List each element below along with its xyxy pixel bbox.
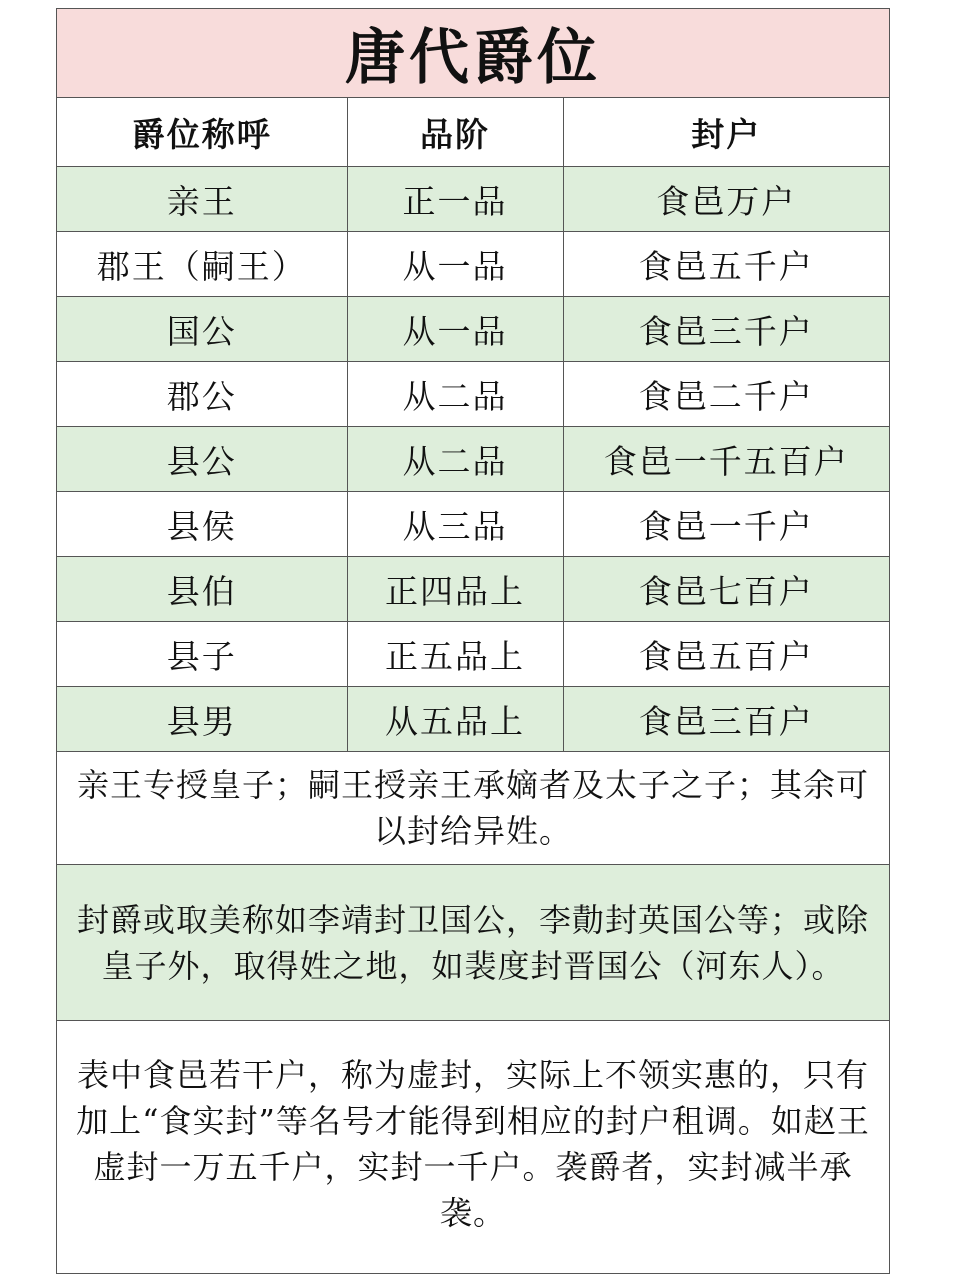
note-text: 封爵或取美称如李靖封卫国公，李勣封英国公等；或除皇子外，取得姓之地，如裴度封晋国公（河东人）。 <box>76 900 869 985</box>
table-row <box>57 427 889 492</box>
table-row <box>57 167 889 232</box>
table-row <box>57 362 889 427</box>
table-row <box>57 232 889 297</box>
cell-title: 亲王 <box>57 167 347 232</box>
cell-title: 县公 <box>57 427 347 492</box>
cell-rank: 从三品 <box>347 492 563 557</box>
table-row <box>57 557 889 622</box>
cell-title: 郡公 <box>57 362 347 427</box>
cell-fief: 食邑七百户 <box>563 557 889 622</box>
cell-title: 县子 <box>57 622 347 687</box>
cell-rank: 从二品 <box>347 362 563 427</box>
cell-title: 县男 <box>57 687 347 752</box>
cell-rank: 从二品 <box>347 427 563 492</box>
note-prince-grants <box>57 752 889 864</box>
cell-rank: 正四品上 <box>347 557 563 622</box>
cell-fief: 食邑三百户 <box>563 687 889 752</box>
cell-fief: 食邑五百户 <box>563 622 889 687</box>
nobility-sheet <box>56 8 890 1274</box>
page-title: 唐代爵位 <box>57 9 889 98</box>
table-row <box>57 687 889 752</box>
cell-fief: 食邑万户 <box>563 167 889 232</box>
cell-fief: 食邑一千户 <box>563 492 889 557</box>
note-text: 亲王专授皇子；嗣王授亲王承嫡者及太子之子；其余可以封给异姓。 <box>76 766 869 850</box>
note-title-naming <box>57 864 889 1020</box>
cell-fief: 食邑三千户 <box>563 297 889 362</box>
cell-rank: 从一品 <box>347 297 563 362</box>
note-text: 表中食邑若干户，称为虚封，实际上不领实惠的，只有加上“食实封”等名号才能得到相应的封户租调。如赵王虚封一万五千户，实封一千户。袭爵者，实封减半承袭。 <box>76 1056 870 1232</box>
cell-rank: 从五品上 <box>347 687 563 752</box>
header-title-name: 爵位称呼 <box>57 98 347 167</box>
note-fief-households <box>57 1020 889 1267</box>
table-header-row <box>57 98 889 167</box>
cell-rank: 正五品上 <box>347 622 563 687</box>
nobility-table <box>57 98 889 752</box>
cell-fief: 食邑二千户 <box>563 362 889 427</box>
cell-rank: 正一品 <box>347 167 563 232</box>
header-fief: 封户 <box>563 98 889 167</box>
table-row <box>57 492 889 557</box>
cell-title: 郡王（嗣王） <box>57 232 347 297</box>
cell-fief: 食邑五千户 <box>563 232 889 297</box>
table-row <box>57 297 889 362</box>
table-row <box>57 622 889 687</box>
cell-title: 国公 <box>57 297 347 362</box>
header-rank: 品阶 <box>347 98 563 167</box>
cell-fief: 食邑一千五百户 <box>563 427 889 492</box>
cell-title: 县侯 <box>57 492 347 557</box>
cell-title: 县伯 <box>57 557 347 622</box>
cell-rank: 从一品 <box>347 232 563 297</box>
